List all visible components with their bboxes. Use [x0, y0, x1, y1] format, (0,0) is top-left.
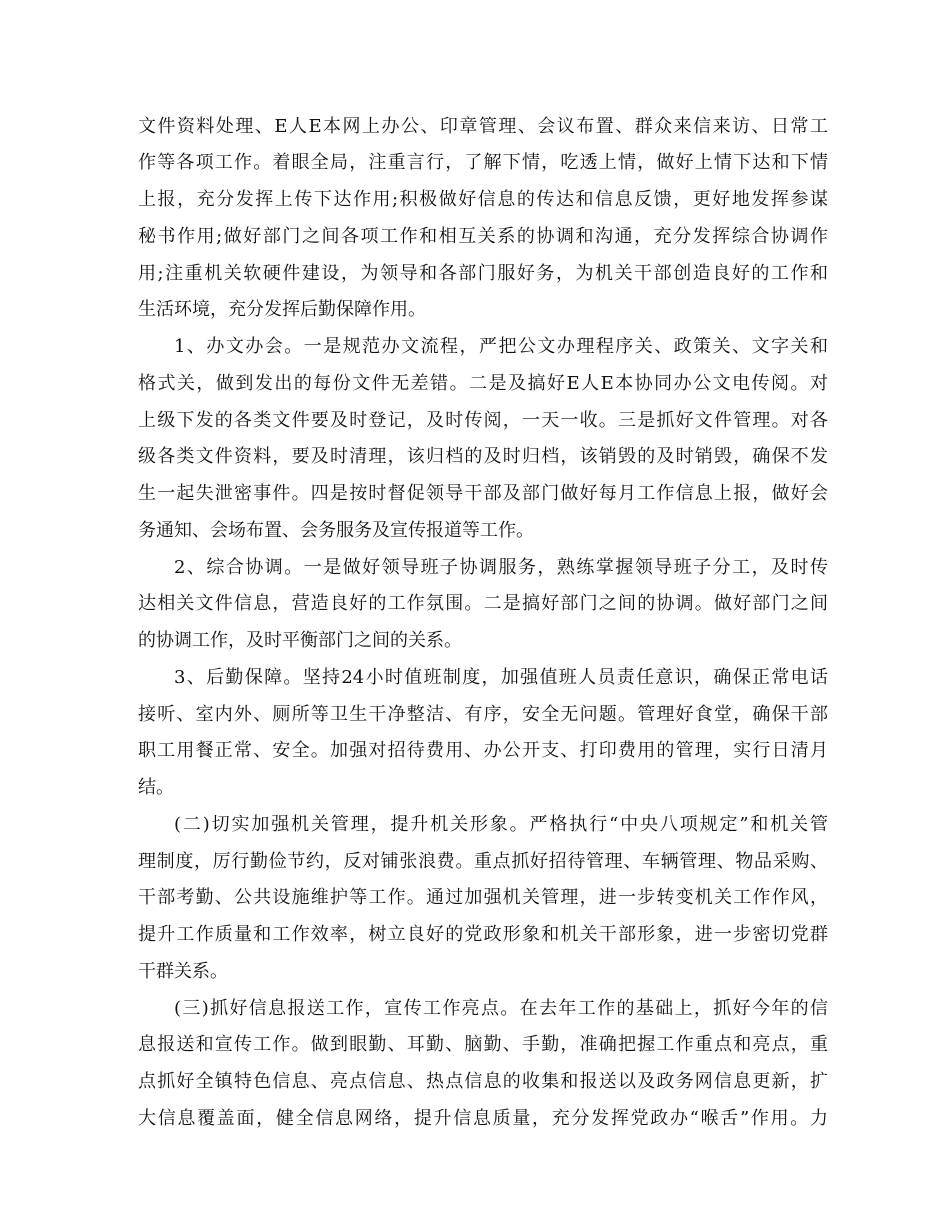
text-line: 的协调工作，及时平衡部门之间的关系。 — [138, 630, 462, 651]
text-line: 生活环境，充分发挥后勤保障作用。 — [138, 299, 426, 320]
paragraph-first-line: 2、综合协调。一是做好领导班子协调服务，熟练掌握领导班子分工，及时传 — [174, 557, 828, 578]
paragraph-first-line: (三)抓好信息报送工作，宣传工作亮点。在去年工作的基础上，抓好今年的信 — [174, 998, 828, 1019]
text-line: 用;注重机关软硬件建设，为领导和各部门服好务，为机关干部创造良好的工作和 — [138, 263, 828, 284]
text-line: 接听、室内外、厕所等卫生干净整洁、有序，安全无问题。管理好食堂，确保干部 — [138, 704, 828, 725]
text-line: 生一起失泄密事件。四是按时督促领导干部及部门做好每月工作信息上报，做好会 — [138, 483, 828, 504]
text-line: 级各类文件资料，要及时清理，该归档的及时归档，该销毁的及时销毁，确保不发 — [138, 446, 828, 467]
text-line: 职工用餐正常、安全。加强对招待费用、办公开支、打印费用的管理，实行日清月 — [138, 740, 828, 761]
text-line: 息报送和宣传工作。做到眼勤、耳勤、脑勤、手勤，准确把握工作重点和亮点，重 — [138, 1034, 828, 1055]
text-line: 结。 — [138, 777, 174, 798]
text-line: 文件资料处理、E人E本网上办公、印章管理、会议布置、群众来信来访、日常工 — [138, 116, 828, 137]
paragraph-first-line: (二)切实加强机关管理，提升机关形象。严格执行“中央八项规定”和机关管 — [174, 814, 828, 835]
paragraph-first-line: 3、后勤保障。坚持24小时值班制度，加强值班人员责任意识，确保正常电话 — [174, 667, 828, 688]
text-line: 提升工作质量和工作效率，树立良好的党政形象和机关干部形象，进一步密切党群 — [138, 924, 828, 945]
text-line: 格式关，做到发出的每份文件无差错。二是及搞好E人E本协同办公文电传阅。对 — [138, 373, 828, 394]
text-line: 大信息覆盖面，健全信息网络，提升信息质量，充分发挥党政办“喉舌”作用。力 — [138, 1108, 828, 1129]
text-line: 务通知、会场布置、会务服务及宣传报道等工作。 — [138, 520, 534, 541]
text-line: 理制度，厉行勤俭节约，反对铺张浪费。重点抓好招待管理、车辆管理、物品采购、 — [138, 851, 828, 872]
text-line: 干群关系。 — [138, 961, 228, 982]
text-line: 秘书作用;做好部门之间各项工作和相互关系的协调和沟通，充分发挥综合协调作 — [138, 226, 828, 247]
text-line: 点抓好全镇特色信息、亮点信息、热点信息的收集和报送以及政务网信息更新，扩 — [138, 1071, 828, 1092]
text-line: 上报，充分发挥上传下达作用;积极做好信息的传达和信息反馈，更好地发挥参谋 — [138, 189, 828, 210]
text-line: 达相关文件信息，营造良好的工作氛围。二是搞好部门之间的协调。做好部门之间 — [138, 593, 828, 614]
paragraph-first-line: 1、办文办会。一是规范办文流程，严把公文办理程序关、政策关、文字关和 — [174, 336, 828, 357]
text-line: 干部考勤、公共设施维护等工作。通过加强机关管理，进一步转变机关工作作风， — [138, 887, 828, 908]
text-line: 上级下发的各类文件要及时登记，及时传阅，一天一收。三是抓好文件管理。对各 — [138, 410, 828, 431]
text-line: 作等各项工作。着眼全局，注重言行，了解下情，吃透上情，做好上情下达和下情 — [138, 152, 828, 173]
